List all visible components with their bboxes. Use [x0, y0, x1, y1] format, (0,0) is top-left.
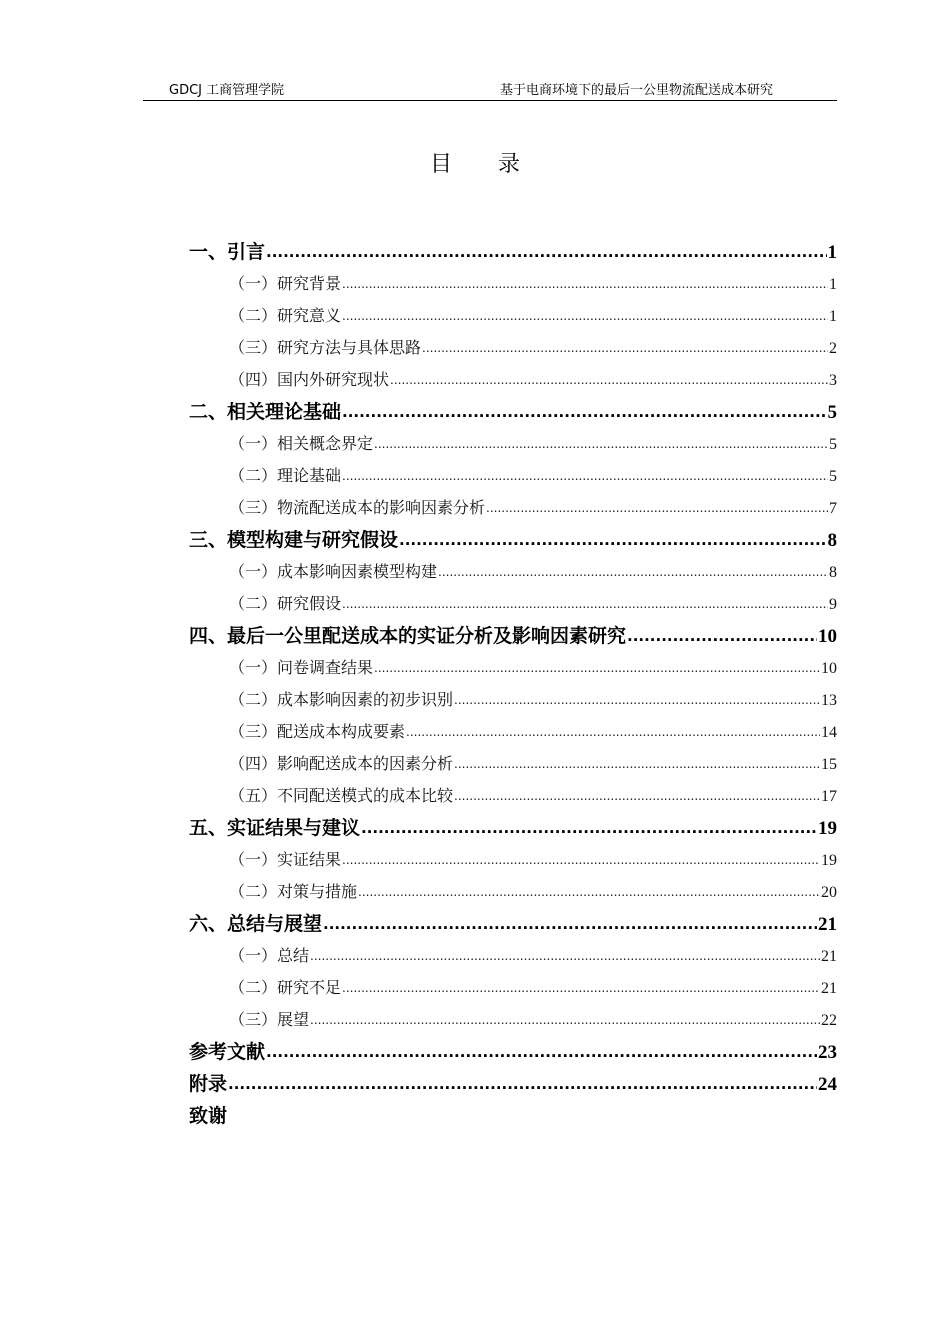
- dot-leader: [399, 524, 826, 556]
- dot-leader: [342, 300, 828, 332]
- toc-section[interactable]: [189, 332, 837, 364]
- header-thesis-title: 基于电商环境下的最后一公里物流配送成本研究: [499, 83, 773, 98]
- toc-page-number: 1: [829, 276, 837, 293]
- toc-section[interactable]: [189, 588, 837, 620]
- dot-leader: [454, 780, 820, 812]
- toc-section[interactable]: [189, 844, 837, 876]
- dot-leader: [374, 652, 820, 684]
- toc-entry-label: （一）相关概念界定: [229, 434, 374, 453]
- toc-entry-label: （四）影响配送成本的因素分析: [229, 754, 454, 773]
- toc-chapter[interactable]: [189, 236, 837, 268]
- toc-entry-label: 五、实证结果与建议: [189, 817, 361, 839]
- toc-section[interactable]: [189, 268, 837, 300]
- dot-leader: [422, 332, 828, 364]
- toc-chapter[interactable]: [189, 524, 837, 556]
- toc-page-number: 21: [821, 948, 837, 965]
- toc-page-number: 15: [821, 756, 837, 773]
- dot-leader: [266, 236, 826, 268]
- toc-entry-label: （二）对策与措施: [229, 882, 358, 901]
- toc-page-number: 8: [829, 564, 837, 581]
- toc-entry-label: （一）问卷调查结果: [229, 658, 374, 677]
- toc-title-char-1: 目: [429, 152, 452, 177]
- toc-section[interactable]: [189, 876, 837, 908]
- dot-leader: [310, 940, 820, 972]
- toc-section[interactable]: [189, 300, 837, 332]
- toc-entry-label: 附录: [189, 1073, 228, 1095]
- toc-section[interactable]: [189, 460, 837, 492]
- toc-section[interactable]: [189, 684, 837, 716]
- toc-entry-label: （四）国内外研究现状: [229, 370, 390, 389]
- toc-page-number: 21: [821, 980, 837, 997]
- dot-leader: [358, 876, 820, 908]
- toc-page-number: 24: [818, 1074, 837, 1095]
- dot-leader: [342, 972, 820, 1004]
- toc-entry-label: （一）成本影响因素模型构建: [229, 562, 438, 581]
- header-divider: [143, 100, 837, 101]
- toc-section[interactable]: [189, 364, 837, 396]
- toc-page-number: 20: [821, 884, 837, 901]
- dot-leader: [342, 268, 828, 300]
- toc-page-number: 19: [818, 818, 837, 839]
- toc-page-number: 10: [818, 626, 837, 647]
- toc-entry-label: 参考文献: [189, 1041, 266, 1063]
- toc-chapter[interactable]: [189, 396, 837, 428]
- toc-page-number: 13: [821, 692, 837, 709]
- toc-section[interactable]: [189, 556, 837, 588]
- toc-chapter[interactable]: [189, 1068, 837, 1100]
- dot-leader: [390, 364, 828, 396]
- dot-leader: [406, 716, 820, 748]
- toc-page-number: 14: [821, 724, 837, 741]
- toc-page-number: 1: [829, 308, 837, 325]
- toc-page-number: 19: [821, 852, 837, 869]
- toc-section[interactable]: [189, 748, 837, 780]
- toc-section[interactable]: [189, 428, 837, 460]
- toc-entry-label: （二）研究假设: [229, 594, 342, 613]
- toc-page-number: 23: [818, 1042, 837, 1063]
- toc-entry-label: （二）研究意义: [229, 306, 342, 325]
- toc-chapter[interactable]: [189, 1100, 837, 1132]
- toc-entry-label: （二）理论基础: [229, 466, 342, 485]
- toc-section[interactable]: [189, 940, 837, 972]
- dot-leader: [266, 1036, 817, 1068]
- dot-leader: [486, 492, 828, 524]
- toc-page-number: 7: [829, 500, 837, 517]
- toc-section[interactable]: [189, 652, 837, 684]
- toc-title: [0, 147, 950, 178]
- toc-entry-label: 致谢: [189, 1105, 228, 1127]
- toc-entry-label: （一）研究背景: [229, 274, 342, 293]
- toc-section[interactable]: [189, 492, 837, 524]
- dot-leader: [361, 812, 817, 844]
- toc-chapter[interactable]: [189, 1036, 837, 1068]
- toc-entry-label: （二）研究不足: [229, 978, 342, 997]
- dot-leader: [342, 460, 828, 492]
- toc-section[interactable]: [189, 716, 837, 748]
- toc-page-number: 2: [829, 340, 837, 357]
- toc-entry-label: 四、最后一公里配送成本的实证分析及影响因素研究: [189, 625, 627, 647]
- dot-leader: [228, 1068, 817, 1100]
- toc-page-number: 1: [827, 242, 837, 263]
- toc-entry-label: （五）不同配送模式的成本比较: [229, 786, 454, 805]
- dot-leader: [342, 396, 826, 428]
- toc-entry-label: （二）成本影响因素的初步识别: [229, 690, 454, 709]
- dot-leader: [454, 748, 820, 780]
- toc-page-number: 5: [829, 436, 837, 453]
- toc-entry-label: 三、模型构建与研究假设: [189, 529, 399, 551]
- dot-leader: [342, 588, 828, 620]
- toc-section[interactable]: [189, 972, 837, 1004]
- toc-entry-label: 六、总结与展望: [189, 913, 323, 935]
- toc-page-number: 3: [829, 372, 837, 389]
- toc-entry-label: 一、引言: [189, 241, 266, 263]
- toc-page-number: 8: [827, 530, 837, 551]
- dot-leader: [323, 908, 817, 940]
- toc-page-number: 9: [829, 596, 837, 613]
- toc-page-number: 5: [829, 468, 837, 485]
- dot-leader: [310, 1004, 820, 1036]
- toc-entry-label: （三）展望: [229, 1010, 310, 1029]
- toc-entry-label: （三）研究方法与具体思路: [229, 338, 422, 357]
- toc-title-char-2: 录: [498, 152, 521, 177]
- toc-entry-label: （三）配送成本构成要素: [229, 722, 406, 741]
- toc-chapter[interactable]: [189, 812, 837, 844]
- toc-chapter[interactable]: [189, 620, 837, 652]
- toc-entry-label: （一）实证结果: [229, 850, 342, 869]
- dot-leader: [374, 428, 828, 460]
- toc-entry-label: （三）物流配送成本的影响因素分析: [229, 498, 486, 517]
- toc-entry-label: （一）总结: [229, 946, 310, 965]
- header-institution: GDCJ 工商管理学院: [169, 83, 285, 98]
- dot-leader: [438, 556, 828, 588]
- page-header: [143, 76, 837, 101]
- toc-page-number: 22: [821, 1012, 837, 1029]
- toc-section[interactable]: [189, 1004, 837, 1036]
- toc-entry-label: 二、相关理论基础: [189, 401, 342, 423]
- toc-page-number: 17: [821, 788, 837, 805]
- dot-leader: [454, 684, 820, 716]
- dot-leader: [627, 620, 817, 652]
- dot-leader: [342, 844, 820, 876]
- toc-section[interactable]: [189, 780, 837, 812]
- toc-page-number: 5: [827, 402, 837, 423]
- toc-page-number: 10: [821, 660, 837, 677]
- toc-page-number: 21: [818, 914, 837, 935]
- toc-chapter[interactable]: [189, 908, 837, 940]
- table-of-contents: [189, 236, 837, 1132]
